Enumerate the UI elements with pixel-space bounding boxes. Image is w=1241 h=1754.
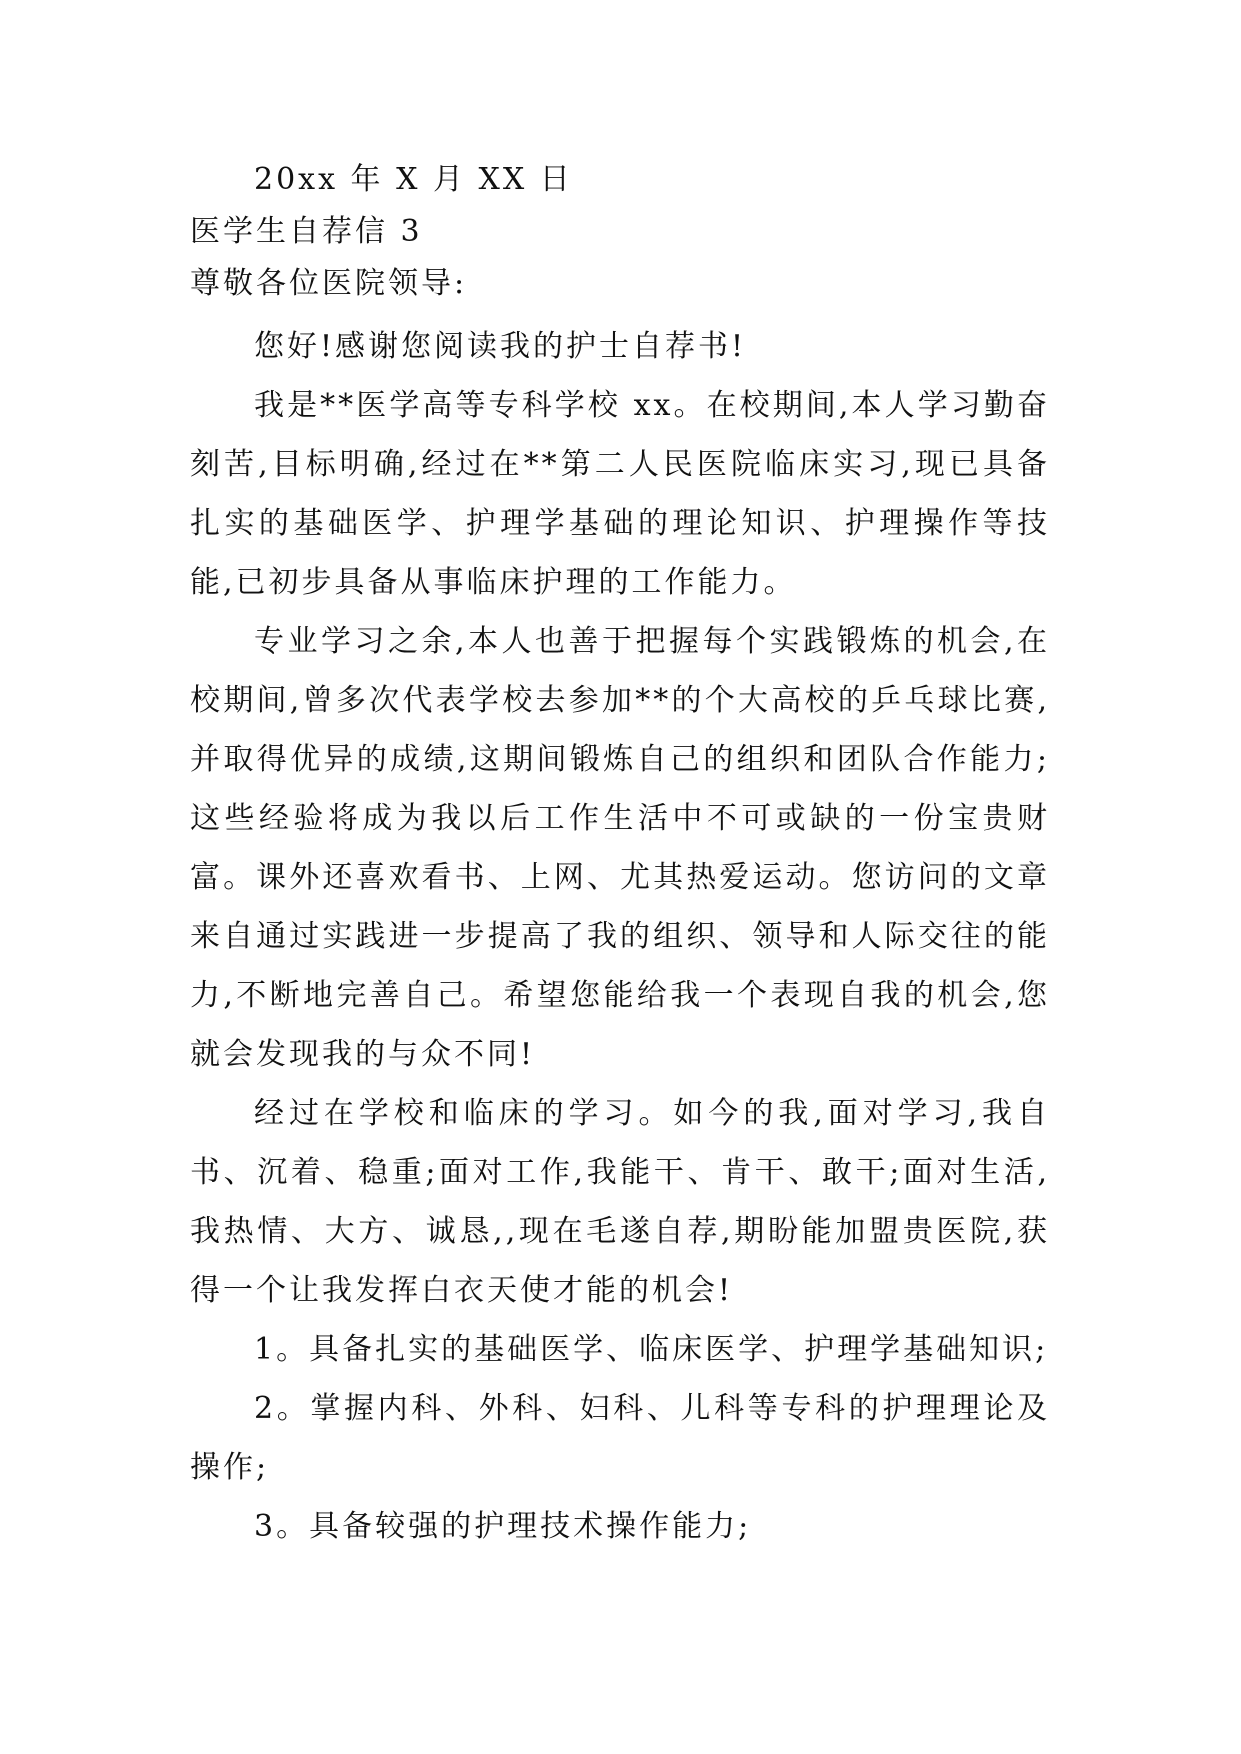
paragraph-self-assessment: 经过在学校和临床的学习。如今的我,面对学习,我自书、沉着、稳重;面对工作,我能干、肯干、敢干;面对生活,我热情、大方、诚恳,,现在毛遂自荐,期盼能加盟贵医院,获得一个让我发挥白衣天使才能的机会!	[190, 1096, 1050, 1308]
document-page	[190, 155, 1050, 1556]
list-item-2: 2。掌握内科、外科、妇科、儿科等专科的护理理论及操作;	[190, 1391, 1050, 1485]
letter-salutation: 尊敬各位医院领导:	[190, 266, 468, 301]
list-item-1: 1。具备扎实的基础医学、临床医学、护理学基础知识;	[254, 1332, 1049, 1367]
letter-date: 20xx 年 X 月 XX 日	[254, 162, 573, 197]
paragraph-activities: 专业学习之余,本人也善于把握每个实践锻炼的机会,在校期间,曾多次代表学校去参加**的个大高校的乒乓球比赛,并取得优异的成绩,这期间锻炼自己的组织和团队合作能力;这些经验将成为我以后工作生活中不可或缺的一份宝贵财富。课外还喜欢看书、上网、尤其热爱运动。您访问的文章来自通过实践进一步提高了我的组织、领导和人际交往的能力,不断地完善自己。希望您能给我一个表现自我的机会,您就会发现我的与众不同!	[190, 624, 1050, 1072]
paragraph-greeting: 您好!感谢您阅读我的护士自荐书!	[254, 329, 747, 364]
list-item-3: 3。具备较强的护理技术操作能力;	[254, 1509, 752, 1544]
paragraph-introduction: 我是**医学高等专科学校 xx。在校期间,本人学习勤奋刻苦,目标明确,经过在**第二人民医院临床实习,现已具备扎实的基础医学、护理学基础的理论知识、护理操作等技能,已初步具备从事临床护理的工作能力。	[190, 388, 1050, 600]
letter-title: 医学生自荐信 3	[190, 214, 423, 249]
